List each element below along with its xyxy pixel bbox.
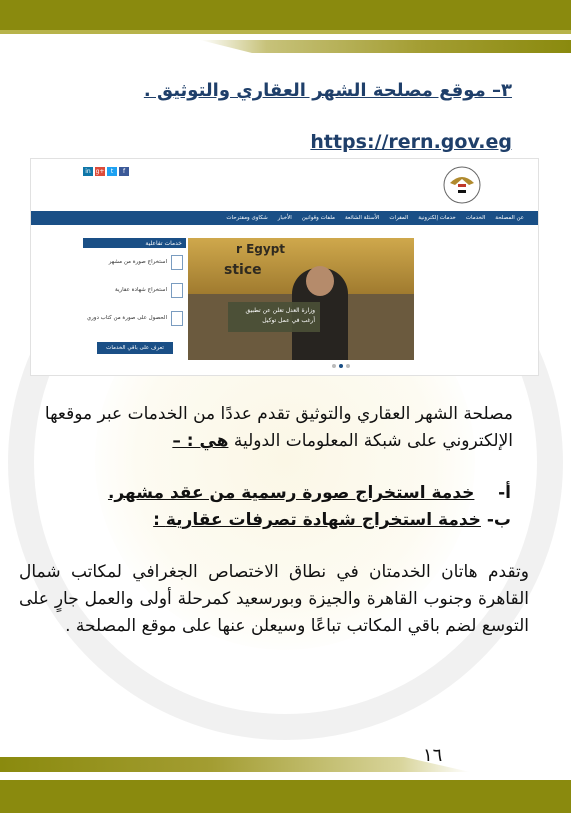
- slider-dot[interactable]: [332, 364, 336, 368]
- intro-paragraph: [43, 401, 513, 455]
- service-list-item-b: [153, 510, 511, 530]
- website-screenshot: [30, 158, 539, 376]
- slider-dot-active[interactable]: [339, 364, 343, 368]
- nav-item[interactable]: عن المصلحة: [495, 215, 524, 221]
- service-item[interactable]: [83, 276, 186, 304]
- social-icons: [83, 167, 129, 176]
- nav-item[interactable]: الخدمات: [465, 215, 486, 221]
- intro-bold-text: هي : –: [172, 431, 229, 451]
- service-label: استخراج صورة من مشهر: [108, 259, 167, 265]
- service-item[interactable]: [83, 304, 186, 332]
- news-slider[interactable]: [188, 238, 414, 360]
- eagle-emblem-icon: [441, 165, 483, 205]
- service-label: الحصول على صورة من كتاب دوري: [86, 315, 167, 321]
- intro-text: مصلحة الشهر العقاري والتوثيق تقدم عددًا من الخدمات عبر موقعها الإلكتروني على شبكة المعلومات الدولية: [44, 404, 513, 451]
- nav-item[interactable]: الأخبار: [277, 215, 292, 221]
- document-icon: [171, 283, 183, 298]
- coverage-paragraph: وتقدم هاتان الخدمتان في نطاق الاختصاص الجغرافي لمكاتب شمال القاهرة وجنوب القاهرة والجيزة وبورسعيد كمرحلة أولى والعمل جارٍ على التوسع لضم باقي المكاتب تباعًا وسيعلن عنها على موقع المصلحة .: [19, 562, 529, 636]
- document-icon: [171, 311, 183, 326]
- slider-caption[interactable]: وزارة العدل تعلن عن تطبيق أرغب في عمل توكيل: [228, 302, 320, 332]
- top-band-shade: [0, 30, 571, 34]
- bottom-band: [0, 780, 571, 813]
- nav-item[interactable]: الأسئلة الشائعة: [344, 215, 380, 221]
- document-icon: [171, 255, 183, 270]
- top-stripe: [200, 40, 571, 53]
- more-services-button[interactable]: تعرف على باقي الخدمات: [97, 342, 173, 354]
- item-text: خدمة استخراج صورة رسمية من عقد مشهر.: [107, 483, 475, 503]
- item-prefix: أ-: [498, 483, 511, 503]
- service-item[interactable]: [83, 248, 186, 276]
- slider-banner-text: stice: [224, 262, 262, 278]
- services-title: خدمات تفاعلية: [83, 238, 186, 248]
- page-number: ١٦: [423, 745, 443, 766]
- slider-banner-text: r Egypt: [236, 242, 286, 256]
- item-prefix: ب-: [486, 510, 511, 530]
- site-navbar: [31, 211, 538, 225]
- nav-item[interactable]: المقرات: [389, 215, 409, 221]
- interactive-services-panel: [83, 238, 186, 358]
- linkedin-icon: in: [83, 167, 93, 176]
- website-url: https://rern.gov.eg: [310, 131, 512, 153]
- bottom-stripe: [0, 757, 470, 772]
- item-suffix: :: [153, 510, 166, 530]
- speaker-head: [306, 266, 334, 296]
- top-band: [0, 0, 571, 30]
- nav-item[interactable]: خدمات إلكترونية: [418, 215, 456, 221]
- slider-dot[interactable]: [346, 364, 350, 368]
- facebook-icon: f: [119, 167, 129, 176]
- twitter-icon: t: [107, 167, 117, 176]
- service-list-item-a: [108, 483, 511, 503]
- item-text: خدمة استخراج شهادة تصرفات عقارية: [165, 510, 481, 530]
- service-label: استخراج شهادة عقارية: [115, 287, 167, 293]
- slider-dots: [332, 364, 350, 368]
- google-plus-icon: g+: [95, 168, 105, 175]
- nav-item[interactable]: شكاوى ومقترحات: [226, 215, 268, 221]
- nav-item[interactable]: ملفات وقوانين: [301, 215, 335, 221]
- section-heading: ٣– موقع مصلحة الشهر العقاري والتوثيق .: [143, 80, 512, 101]
